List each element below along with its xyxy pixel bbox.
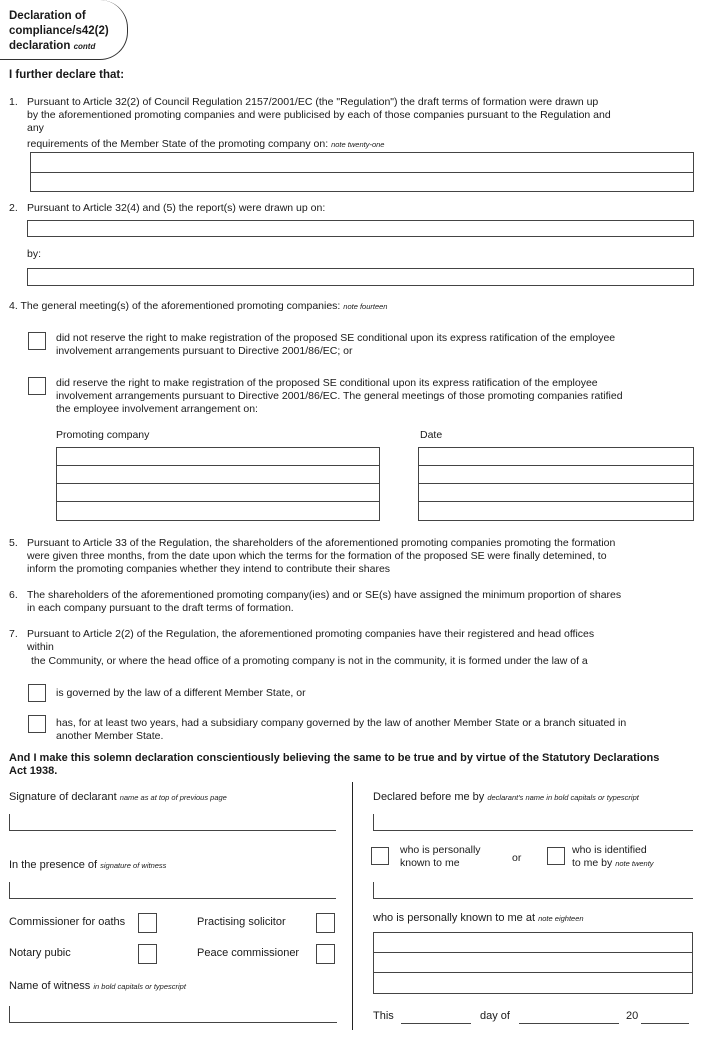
item-5-text [27, 537, 707, 576]
item-5-number: 5. [9, 537, 18, 549]
signature-line-tick [9, 814, 10, 831]
item-7-option-2-checkbox[interactable] [28, 715, 46, 733]
date-table[interactable] [418, 447, 694, 521]
item-7-option-2-text [56, 717, 696, 743]
item-2-text: Pursuant to Article 32(4) and (5) the report(s) were drawn up on: [27, 202, 326, 214]
item-7-option-1-checkbox[interactable] [28, 684, 46, 702]
witness-line-tick [9, 882, 10, 899]
item-2-by-input[interactable] [27, 268, 694, 286]
solicitor-checkbox[interactable] [316, 913, 335, 933]
this-label: This [373, 1010, 394, 1022]
item-6-text [27, 589, 707, 615]
item-4-option-1-line-b: involvement arrangements pursuant to Directive 2001/86/EC; or [56, 345, 353, 357]
item-1-line-c: any [27, 122, 44, 134]
presence-label [9, 859, 166, 871]
witness-name-note: in bold capitals or typescript [93, 982, 186, 991]
item-1-text [27, 96, 707, 135]
commissioner-checkbox[interactable] [138, 913, 157, 933]
date-row [419, 448, 693, 466]
solemn-line-b: Act 1938. [9, 765, 58, 777]
solemn-line-a: And I make this solemn declaration conscientiously believing the same to be true and by virtue of the Statutory Declarations [9, 752, 660, 764]
signature-label-text: Signature of declarant [9, 791, 117, 803]
item-7-line-a: Pursuant to Article 2(2) of the Regulation, the aforementioned promoting companies have their registered and head offices [27, 628, 595, 640]
year-prefix: 20 [626, 1010, 639, 1022]
item-1-box-divider [31, 172, 693, 173]
identification-line[interactable] [373, 898, 693, 899]
company-row [57, 466, 379, 484]
col-header-company: Promoting company [56, 429, 150, 441]
personally-known-checkbox[interactable] [371, 847, 389, 865]
item-1-input-box[interactable] [30, 152, 694, 192]
day-of-label: day of [480, 1010, 510, 1022]
solicitor-label: Practising solicitor [197, 916, 286, 928]
presence-note: signature of witness [100, 861, 167, 870]
item-7-option-2-line-b: another Member State. [56, 730, 164, 742]
date-row [419, 466, 693, 484]
declared-before-line[interactable] [373, 830, 693, 831]
item-5-line-a: Pursuant to Article 33 of the Regulation, the shareholders of the aforementioned promoting companies promoting the formation [27, 537, 616, 549]
item-4-option-2-checkbox[interactable] [28, 377, 46, 395]
identified-checkbox[interactable] [547, 847, 565, 865]
item-7-line-c: the Community, or where the head office of a promoting company is not in the community, it is formed under the law of a [31, 655, 588, 667]
item-2-by-label: by: [27, 248, 42, 260]
item-2-date-input[interactable] [27, 220, 694, 237]
month-line[interactable] [519, 1023, 619, 1024]
witness-name-label-text: Name of witness [9, 980, 91, 992]
known-at-label [373, 912, 584, 924]
item-1-line-b: by the aforementioned promoting companies and were publicised by each of those companies pursuant to the Regulation and [27, 109, 611, 121]
personally-known-line-b: known to me [400, 857, 460, 869]
col-header-date: Date [420, 429, 443, 441]
item-1-line-a: Pursuant to Article 32(2) of Council Regulation 2157/2001/EC (the "Regulation") the draft terms of formation were drawn up [27, 96, 599, 108]
identified-text [572, 844, 654, 870]
identified-note: note twenty [615, 859, 654, 868]
peace-label: Peace commissioner [197, 947, 300, 959]
intro-heading: I further declare that: [9, 69, 125, 81]
address-box[interactable] [373, 932, 693, 994]
item-4-text: The general meeting(s) of the aforementioned promoting companies: [20, 300, 341, 312]
declared-before-text: Declared before me by [373, 791, 485, 803]
item-1-number: 1. [9, 96, 18, 108]
witness-name-line[interactable] [9, 1022, 337, 1023]
peace-checkbox[interactable] [316, 944, 335, 964]
day-line[interactable] [401, 1023, 471, 1024]
item-4-option-1-checkbox[interactable] [28, 332, 46, 350]
commissioner-label: Commissioner for oaths [9, 916, 126, 928]
address-row [374, 953, 692, 973]
identified-line-b: to me by [572, 857, 613, 869]
address-row [374, 933, 692, 953]
tab-contd: contd [73, 42, 96, 51]
company-row [57, 448, 379, 466]
item-7-option-2-line-a: has, for at least two years, had a subsidiary company governed by the law of another Member State or a branch situated in [56, 717, 627, 729]
item-1-line-d: requirements of the Member State of the promoting company on: [27, 138, 329, 150]
item-5-line-c: inform the promoting companies whether they intend to contribute their shares [27, 563, 391, 575]
company-row [57, 484, 379, 502]
item-4-option-1-line-a: did not reserve the right to make registration of the proposed SE conditional upon its express ratification of the employee [56, 332, 616, 344]
item-6-number: 6. [9, 589, 18, 601]
tab-line-2: compliance/s42(2) [9, 25, 109, 37]
witness-signature-line[interactable] [9, 898, 336, 899]
notary-label: Notary pubic [9, 947, 71, 959]
year-line[interactable] [641, 1023, 689, 1024]
item-7-option-1-text: is governed by the law of a different Member State, or [56, 687, 306, 699]
known-at-note: note eighteen [538, 914, 584, 923]
declared-before-label [373, 791, 639, 803]
identified-line-a: who is identified [572, 844, 647, 856]
item-4-option-2-line-c: the employee involvement arrangement on: [56, 403, 258, 415]
item-4-heading [9, 300, 387, 313]
item-4-number: 4. [9, 300, 18, 312]
identification-tick [373, 882, 374, 899]
personally-known-text [400, 844, 481, 870]
item-7-number: 7. [9, 628, 18, 640]
signature-line[interactable] [9, 830, 336, 831]
tab-line-3: declaration [9, 40, 71, 52]
item-7-text [27, 628, 707, 654]
section-tab-title [9, 9, 129, 54]
signature-note: name as at top of previous page [119, 793, 227, 802]
item-7-line-b: within [27, 641, 54, 653]
item-4-note: note fourteen [343, 302, 388, 311]
item-1-note: note twenty-one [331, 140, 385, 149]
declared-before-note: declarant's name in bold capitals or typescript [487, 793, 639, 802]
item-4-option-2-text [56, 377, 696, 416]
item-6-line-b: in each company pursuant to the draft terms of formation. [27, 602, 294, 614]
item-4-option-2-line-a: did reserve the right to make registration of the proposed SE conditional upon its express ratification of the employee [56, 377, 598, 389]
item-4-option-2-line-b: involvement arrangements pursuant to Directive 2001/86/EC. The general meetings of those promoting companies ratified [56, 390, 623, 402]
known-at-text: who is personally known to me at [373, 912, 536, 924]
witness-name-label [9, 980, 186, 992]
presence-label-text: In the presence of [9, 859, 98, 871]
item-4-option-1-text [56, 332, 696, 358]
company-table[interactable] [56, 447, 380, 521]
item-5-line-b: were given three months, from the date upon which the terms for the formation of the proposed SE were finally detemined, to [27, 550, 607, 562]
declared-before-tick [373, 814, 374, 831]
tab-line-1: Declaration of [9, 10, 86, 22]
solemn-declaration [9, 752, 709, 778]
column-divider [352, 782, 353, 1030]
date-row [419, 484, 693, 502]
item-2-number: 2. [9, 202, 18, 214]
or-label: or [512, 852, 522, 864]
notary-checkbox[interactable] [138, 944, 157, 964]
witness-name-tick [9, 1006, 10, 1023]
personally-known-line-a: who is personally [400, 844, 481, 856]
item-6-line-a: The shareholders of the aforementioned promoting company(ies) and or SE(s) have assigned the minimum proportion of shares [27, 589, 622, 601]
signature-label [9, 791, 227, 803]
item-1-text-d [27, 138, 384, 151]
